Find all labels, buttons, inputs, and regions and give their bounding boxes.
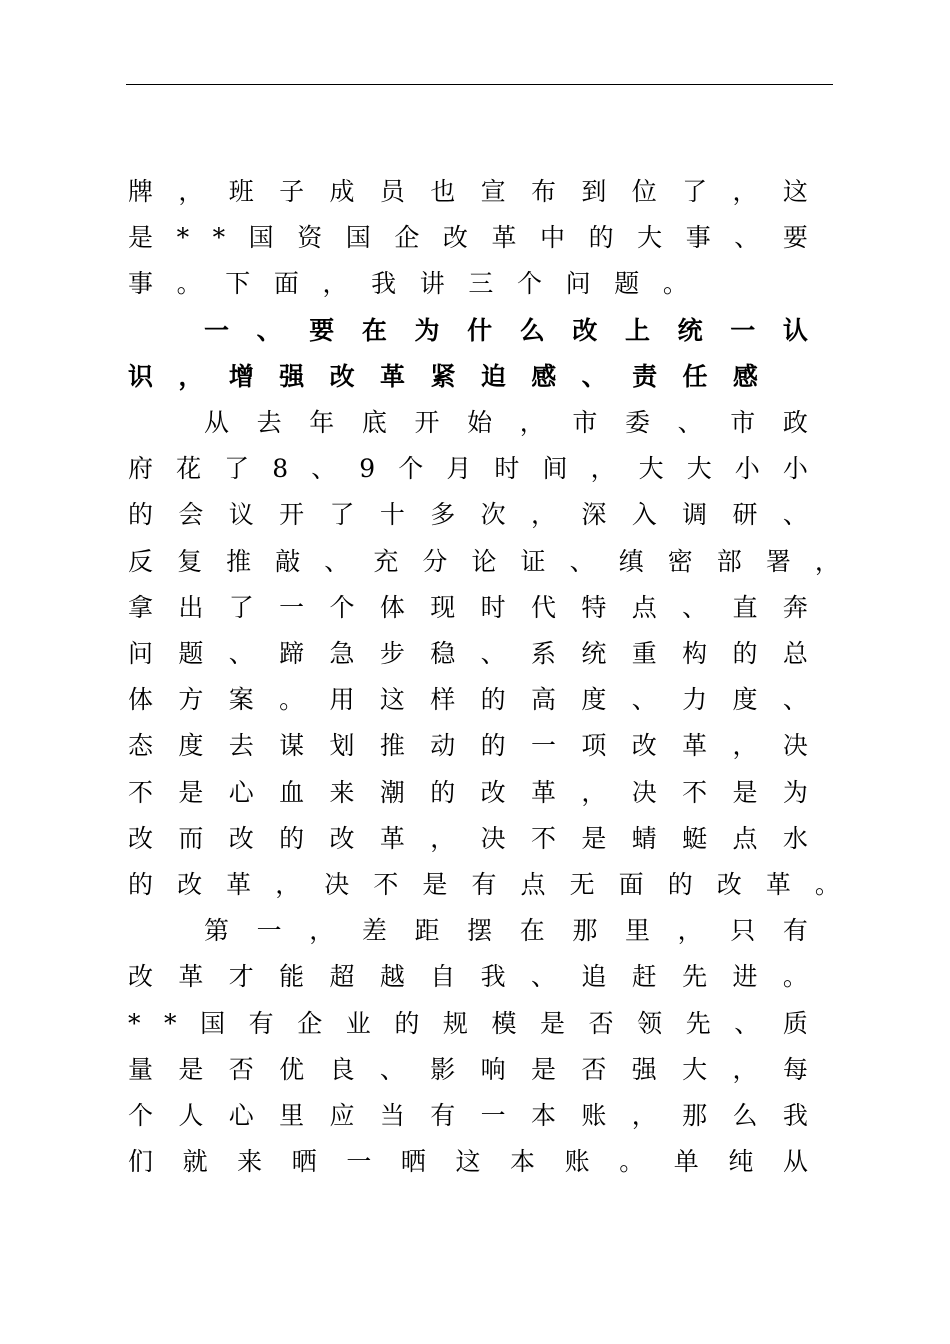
paragraph-line: 是 * * 国 资 国 企 改 革 中 的 大 事 、 要: [128, 223, 808, 252]
paragraph-line: 问 题 、 蹄 急 步 稳 、 系 统 重 构 的 总: [128, 639, 808, 668]
paragraph-line: 从 去 年 底 开 始 ， 市 委 、 市 政: [204, 408, 808, 437]
header-rule: [126, 84, 833, 85]
paragraph-line: 量 是 否 优 良 、 影 响 是 否 强 大 ， 每: [128, 1055, 808, 1084]
paragraph-line: 改 革 才 能 超 越 自 我 、 追 赶 先 进 。: [128, 962, 808, 991]
paragraph-line: 改 而 改 的 改 革 ， 决 不 是 蜻 蜓 点 水: [128, 824, 808, 853]
section-heading-line: 识 ， 增 强 改 革 紧 迫 感 、 责 任 感: [128, 362, 758, 391]
paragraph-line: 府 花 了 8 、 9 个 月 时 间 ， 大 大 小 小: [128, 454, 808, 483]
paragraph-line: 个 人 心 里 应 当 有 一 本 账 ， 那 么 我: [128, 1101, 808, 1130]
paragraph-line: 态 度 去 谋 划 推 动 的 一 项 改 革 ， 决: [128, 731, 808, 760]
paragraph-line: 拿 出 了 一 个 体 现 时 代 特 点 、 直 奔: [128, 593, 808, 622]
paragraph-line: 体 方 案 。 用 这 样 的 高 度 、 力 度 、: [128, 685, 808, 714]
paragraph-line: 的 改 革 ， 决 不 是 有 点 无 面 的 改 革 。: [128, 870, 840, 899]
paragraph-line: 们 就 来 晒 一 晒 这 本 账 。 单 纯 从: [128, 1147, 808, 1176]
paragraph-line: * * 国 有 企 业 的 规 模 是 否 领 先 、 质: [128, 1009, 808, 1038]
paragraph-line: 牌 ， 班 子 成 员 也 宣 布 到 位 了 ， 这: [128, 177, 808, 206]
paragraph-line: 反 复 推 敲 、 充 分 论 证 、 缜 密 部 署 ，: [128, 547, 840, 576]
paragraph-line: 不 是 心 血 来 潮 的 改 革 ， 决 不 是 为: [128, 778, 808, 807]
paragraph-line: 第 一 ， 差 距 摆 在 那 里 ， 只 有: [204, 916, 808, 945]
paragraph-line: 的 会 议 开 了 十 多 次 ， 深 入 调 研 、: [128, 500, 808, 529]
paragraph-line: 事 。 下 面 ， 我 讲 三 个 问 题 。: [128, 269, 688, 298]
section-heading-line: 一 、 要 在 为 什 么 改 上 统 一 认: [204, 316, 808, 345]
